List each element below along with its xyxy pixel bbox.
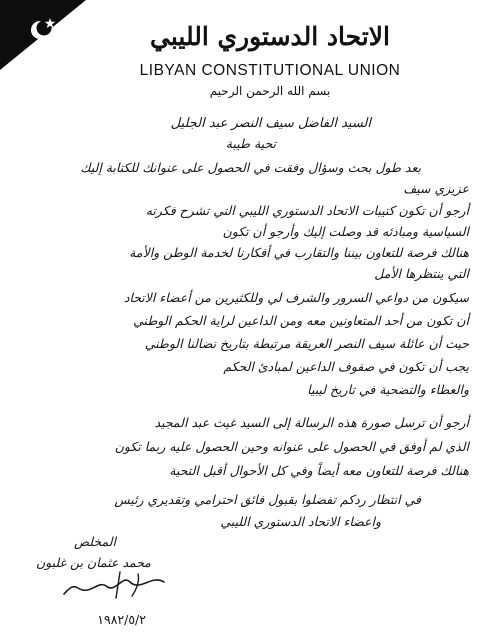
paragraph-2-line: سيكون من دواعي السرور والشرف لي وللكثيرين من أعضاء الاتحاد: [123, 290, 469, 305]
greeting-line: تحية طيبة: [225, 136, 276, 151]
paragraph-2-line: والعطاء والتضحية في تاريخ ليبيا: [307, 382, 469, 397]
closing-line: في انتظار ردكم تفضلوا بقبول فائق احترامي وتقديري رئيس: [114, 492, 421, 507]
crescent-star-flag-icon: [0, 0, 86, 70]
org-name-english: LIBYAN CONSTITUTIONAL UNION: [139, 62, 401, 79]
paragraph-3-line: أرجو أن ترسل صورة هذه الرسالة إلى السيد غيث عبد المجيد: [154, 415, 469, 430]
signatory-name: محمد عثمان بن غلبون: [36, 555, 151, 570]
org-name-arabic: الاتحاد الدستوري الليبي: [150, 22, 390, 51]
recipient-line: السيد الفاضل سيف النصر عبد الجليل: [170, 116, 371, 131]
signatory-title: المخلص: [73, 534, 116, 549]
letter-date: ١٩٨٢/٥/٢: [97, 612, 146, 627]
opening-line: بعد طول بحث وسؤال وفقت في الحصول على عنوانك للكتابة إليك: [80, 160, 421, 175]
closing-line: واعضاء الاتحاد الدستوري الليبي: [220, 514, 381, 529]
paragraph-2-line: يجب أن تكون في صفوف الداعين لمبادئ الحكم: [223, 359, 469, 374]
basmala: بسم الله الرحمن الرحيم: [209, 84, 331, 98]
paragraph-2-line: حيث أن عائلة سيف النصر العريقة مرتبطة بتاريخ نضالنا الوطني: [144, 336, 469, 351]
paragraph-3-line: الذي لم أوفق في الحصول على عنوانه وحين الحصول عليه ربما تكون: [114, 439, 469, 454]
handwritten-signature: [60, 568, 170, 604]
paragraph-3-line: هنالك فرصة للتعاون معه أيضاً وفي كل الأحوال أقبل التحية: [169, 463, 469, 478]
paragraph-1-line: السياسية ومبادئه قد وصلت إليك وأرجو أن تكون: [222, 224, 469, 239]
paragraph-2-line: أن تكون من أحد المتعاونين معه ومن الداعين لراية الحكم الوطني: [133, 313, 469, 328]
salutation-line: عزيزي سيف: [403, 181, 469, 196]
paragraph-1-line: هنالك فرصة للتعاون بيننا والتقارب في أفكارنا لخدمة الوطن والأمة: [129, 245, 469, 260]
paragraph-1-line: التي ينتظرها الأمل: [374, 266, 469, 281]
paragraph-1-line: أرجو أن تكون كتيبات الاتحاد الدستوري الليبي التي تشرح فكرته: [145, 203, 469, 218]
